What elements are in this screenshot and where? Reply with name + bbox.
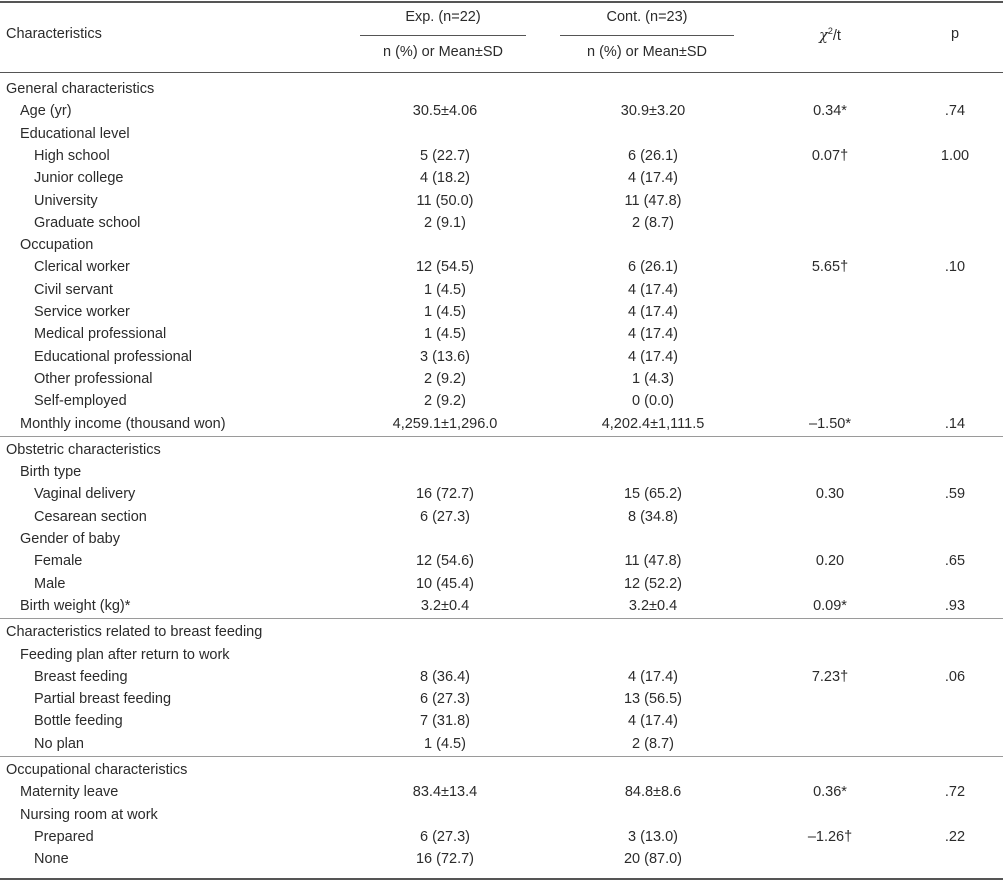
row-label: Age (yr) [20,103,72,120]
row-label: Graduate school [34,214,141,231]
row-cont-value: 4 (17.4) [628,170,678,187]
row-label: High school [34,147,110,164]
row-label: Bottle feeding [34,713,123,730]
table-row [0,848,1003,870]
header-chi-rest: /t [832,27,841,44]
table-row [0,390,1003,412]
row-p-value: .65 [944,553,966,570]
table-row [0,123,1003,145]
row-label: Gender of baby [20,531,120,547]
row-p-value: .72 [944,784,966,801]
row-cont-value: 4,202.4±1,111.5 [601,415,705,432]
table-row [0,212,1003,234]
row-cont-value: 11 (47.8) [624,553,682,570]
row-label: Medical professional [34,326,167,343]
row-label: No plan [34,735,84,752]
row-cont-value: 0 (0.0) [632,393,674,410]
row-cont-value: 1 (4.3) [632,370,674,387]
row-label: Characteristics related to breast feeding [6,624,263,641]
row-exp-value: 2 (9.2) [424,370,466,387]
table-row [0,573,1003,595]
table-row [0,256,1003,278]
table-row [0,461,1003,483]
row-exp-value: 30.5±4.06 [412,103,478,120]
table-row [0,323,1003,345]
table-row [0,234,1003,256]
row-cont-value: 3.2±0.4 [628,597,678,614]
row-label: Female [34,553,83,570]
row-label: Civil servant [34,281,113,298]
row-cont-value: 30.9±3.20 [620,103,686,120]
row-cont-value: 4 (17.4) [628,304,678,320]
row-label: Birth weight (kg)* [20,597,131,614]
row-exp-value: 1 (4.5) [424,281,466,298]
row-label: Feeding plan after return to work [20,646,230,663]
row-label: Male [34,575,66,592]
table-row [0,688,1003,710]
row-exp-value: 6 (27.3) [420,508,470,525]
row-cont-value: 3 (13.0) [628,828,678,845]
table-row [0,413,1003,435]
row-stat-value: 0.34* [813,103,847,120]
row-exp-value: 6 (27.3) [420,828,470,845]
row-exp-value: 7 (31.8) [420,713,470,730]
row-exp-value: 16 (72.7) [415,486,475,503]
row-cont-value: 2 (8.7) [632,214,674,231]
row-label: University [34,192,98,209]
row-label: Service worker [34,304,130,320]
section-rule [0,436,1003,437]
table-row [0,804,1003,826]
row-label: Obstetric characteristics [6,441,161,458]
row-label: Monthly income (thousand won) [20,415,226,432]
row-cont-value: 6 (26.1) [628,259,678,276]
row-label: Educational professional [34,348,192,365]
row-exp-value: 11 (50.0) [416,192,474,209]
row-exp-value: 2 (9.1) [424,214,466,231]
row-label: Breast feeding [34,668,128,685]
row-label: Self-employed [34,393,127,410]
table-row [0,483,1003,505]
header-chi-sup: 2 [827,26,833,36]
header-p: p [950,26,960,42]
header-exp-sub: n (%) or Mean±SD [383,44,503,60]
table-row [0,368,1003,390]
header-chi-t [780,26,880,44]
table-row [0,528,1003,550]
header-bottom-rule [0,72,1003,73]
row-cont-value: 13 (56.5) [623,691,683,708]
row-cont-value: 8 (34.8) [628,508,678,525]
row-p-value: .93 [944,597,966,614]
header-cont-sub: n (%) or Mean±SD [587,44,707,60]
table-row [0,759,1003,781]
row-exp-value: 1 (4.5) [424,735,466,752]
row-cont-value: 4 (17.4) [628,281,678,298]
row-exp-value: 3.2±0.4 [420,597,470,614]
row-exp-value: 12 (54.6) [415,553,475,570]
row-cont-value: 15 (65.2) [623,486,683,503]
row-stat-value: 0.20 [815,553,845,570]
row-exp-value: 4 (18.2) [420,170,470,187]
row-label: Partial breast feeding [34,691,172,708]
table-row [0,145,1003,167]
row-cont-value: 20 (87.0) [623,851,683,868]
section-rule [0,756,1003,757]
row-cont-value: 12 (52.2) [623,575,683,592]
row-p-value: 1.00 [940,147,970,164]
table-row [0,100,1003,122]
header-chi-symbol: χ [819,27,828,44]
row-label: Educational level [20,125,130,142]
row-exp-value: 6 (27.3) [420,691,470,708]
row-exp-value: 3 (13.6) [420,348,470,365]
row-p-value: .06 [944,668,966,685]
row-exp-value: 4,259.1±1,296.0 [392,415,498,432]
row-exp-value: 8 (36.4) [420,668,470,685]
row-label: Clerical worker [34,259,130,276]
table-row [0,621,1003,643]
row-exp-value: 1 (4.5) [424,304,466,320]
row-exp-value: 16 (72.7) [415,851,475,868]
table-row [0,781,1003,803]
row-stat-value: 0.07† [811,147,849,164]
table-row [0,167,1003,189]
table-row [0,644,1003,666]
row-label: Vaginal delivery [34,486,136,503]
header-exp-subrule [360,35,526,36]
row-exp-value: 2 (9.2) [424,393,466,410]
row-p-value: .59 [944,486,966,503]
row-label: Maternity leave [20,784,119,801]
row-label: Nursing room at work [20,806,158,823]
row-exp-value: 5 (22.7) [420,147,470,164]
header-cont-subrule [560,35,734,36]
row-stat-value: 5.65† [811,259,849,276]
table-row [0,506,1003,528]
row-p-value: .74 [944,103,966,120]
table-row [0,190,1003,212]
row-cont-value: 4 (17.4) [628,668,678,685]
section-rule [0,618,1003,619]
bottom-rule [0,878,1003,880]
table-row [0,346,1003,368]
row-label: Occupation [20,237,94,254]
table-row [0,666,1003,688]
row-cont-value: 4 (17.4) [628,348,678,365]
row-label: Other professional [34,370,153,387]
row-label: Junior college [34,170,124,187]
row-cont-value: 84.8±8.6 [624,784,682,801]
row-cont-value: 6 (26.1) [628,147,678,164]
row-cont-value: 4 (17.4) [628,713,678,730]
table-row [0,78,1003,100]
row-stat-value: 0.30 [815,486,845,503]
row-label: General characteristics [6,81,155,97]
row-stat-value: –1.50* [809,415,851,432]
row-label: None [34,851,69,868]
row-p-value: .14 [944,415,966,432]
row-stat-value: 7.23† [811,668,849,685]
row-p-value: .22 [944,828,966,845]
row-cont-value: 4 (17.4) [628,326,678,343]
row-stat-value: –1.26† [807,828,853,845]
row-label: Cesarean section [34,508,147,525]
row-exp-value: 1 (4.5) [424,326,466,343]
top-rule [0,1,1003,3]
row-cont-value: 2 (8.7) [632,735,674,752]
table-row [0,710,1003,732]
table-row [0,301,1003,323]
row-label: Birth type [20,464,82,481]
row-exp-value: 83.4±13.4 [412,784,478,801]
row-p-value: .10 [944,259,966,276]
row-stat-value: 0.36* [813,784,847,801]
row-stat-value: 0.09* [813,597,847,614]
row-exp-value: 10 (45.4) [415,575,475,592]
row-exp-value: 12 (54.5) [415,259,475,276]
table-row [0,439,1003,461]
table-row [0,279,1003,301]
table-row [0,733,1003,755]
table-row [0,550,1003,572]
row-label: Prepared [34,828,94,845]
row-label: Occupational characteristics [6,762,188,778]
table-row [0,826,1003,848]
row-cont-value: 11 (47.8) [624,192,682,209]
header-characteristics: Characteristics [6,26,102,42]
header-cont-group: Cont. (n=23) [606,9,688,25]
header-exp-group: Exp. (n=22) [405,9,481,25]
table-row [0,595,1003,617]
